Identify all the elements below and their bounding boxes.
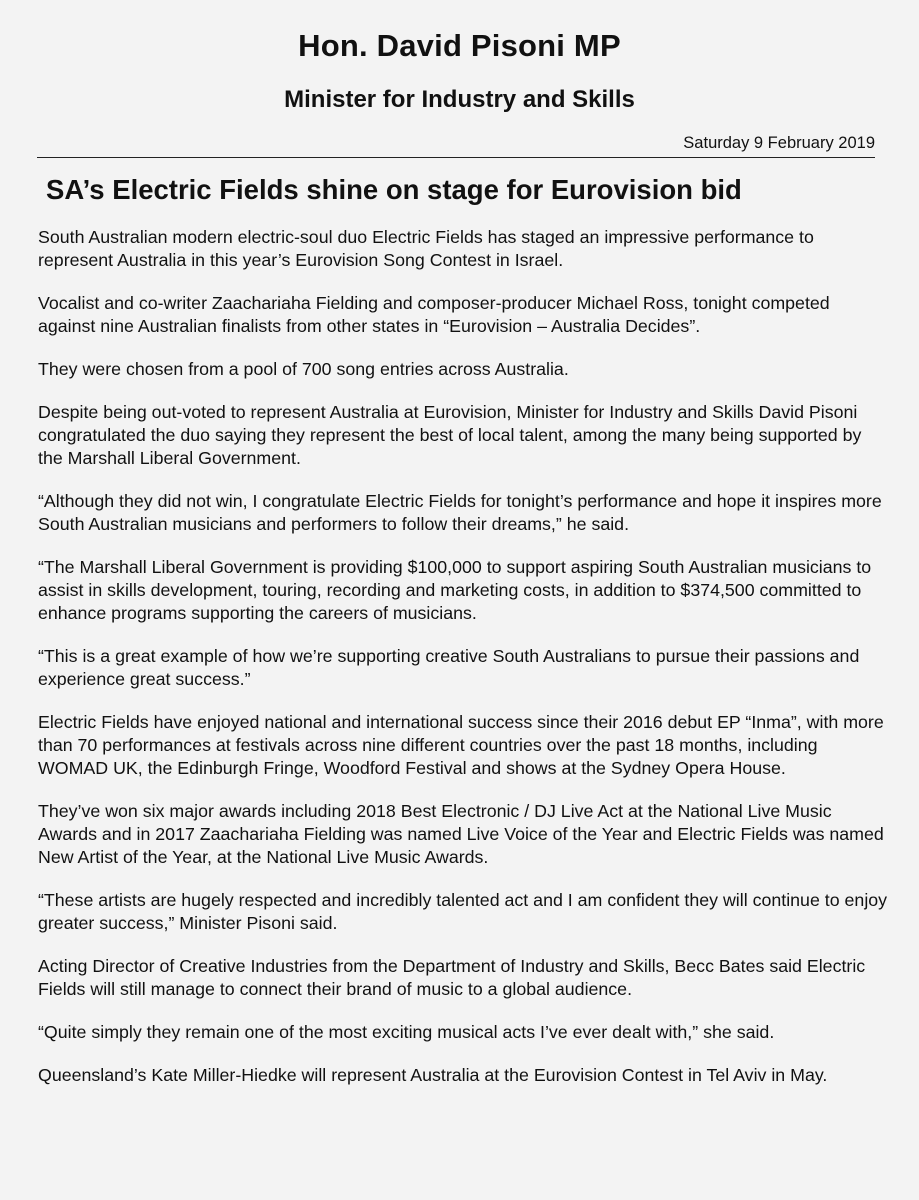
paragraph-12: “Quite simply they remain one of the most exciting musical acts I’ve ever dealt with,” she said. [38, 1022, 775, 1042]
paragraph-1: South Australian modern electric-soul duo Electric Fields has staged an impressive performance to represent Australia in this year’s Eurovision Song Contest in Israel. [38, 227, 814, 270]
paragraph-13: Queensland’s Kate Miller-Hiedke will represent Australia at the Eurovision Contest in Tel Aviv in May. [38, 1065, 828, 1085]
paragraph-4: Despite being out-voted to represent Australia at Eurovision, Minister for Industry and Skills David Pisoni congratulated the duo saying they represent the best of local talent, among the many being supported by the Marshall Liberal Government. [38, 402, 862, 468]
minister-role: Minister for Industry and Skills [284, 86, 635, 113]
article-body [38, 226, 888, 1107]
paragraph-6: “The Marshall Liberal Government is providing $100,000 to support aspiring South Australian musicians to assist in skills development, touring, recording and marketing costs, in addition to $374,500 committed to enhance programs supporting the careers of musicians. [38, 557, 872, 623]
paragraph-3: They were chosen from a pool of 700 song entries across Australia. [38, 359, 569, 379]
paragraph-11: Acting Director of Creative Industries from the Department of Industry and Skills, Becc Bates said Electric Fields will still manage to connect their brand of music to a global audience. [38, 956, 866, 999]
paragraph-9: They’ve won six major awards including 2018 Best Electronic / DJ Live Act at the National Live Music Awards and in 2017 Zaachariaha Fielding was named Live Voice of the Year and Electric Fields was named New Artist of the Year, at the National Live Music Awards. [38, 801, 884, 867]
paragraph-5: “Although they did not win, I congratulate Electric Fields for tonight’s performance and hope it inspires more South Australian musicians and performers to follow their dreams,” he said. [38, 491, 882, 534]
paragraph-2: Vocalist and co-writer Zaachariaha Fielding and composer-producer Michael Ross, tonight competed against nine Australian finalists from other states in “Eurovision – Australia Decides”. [38, 293, 830, 336]
paragraph-8: Electric Fields have enjoyed national and international success since their 2016 debut EP “Inma”, with more than 70 performances at festivals across nine different countries over the past 18 months, including WOMAD UK, the Edinburgh Fringe, Woodford Festival and shows at the Sydney Opera House. [38, 712, 884, 778]
headline: SA’s Electric Fields shine on stage for Eurovision bid [46, 174, 742, 205]
paragraph-10: “These artists are hugely respected and incredibly talented act and I am confident they will continue to enjoy greater success,” Minister Pisoni said. [38, 890, 888, 933]
release-date: Saturday 9 February 2019 [683, 134, 875, 152]
paragraph-7: “This is a great example of how we’re supporting creative South Australians to pursue their passions and experience great success.” [38, 646, 860, 689]
minister-name: Hon. David Pisoni MP [298, 28, 621, 63]
header-divider [37, 157, 875, 158]
